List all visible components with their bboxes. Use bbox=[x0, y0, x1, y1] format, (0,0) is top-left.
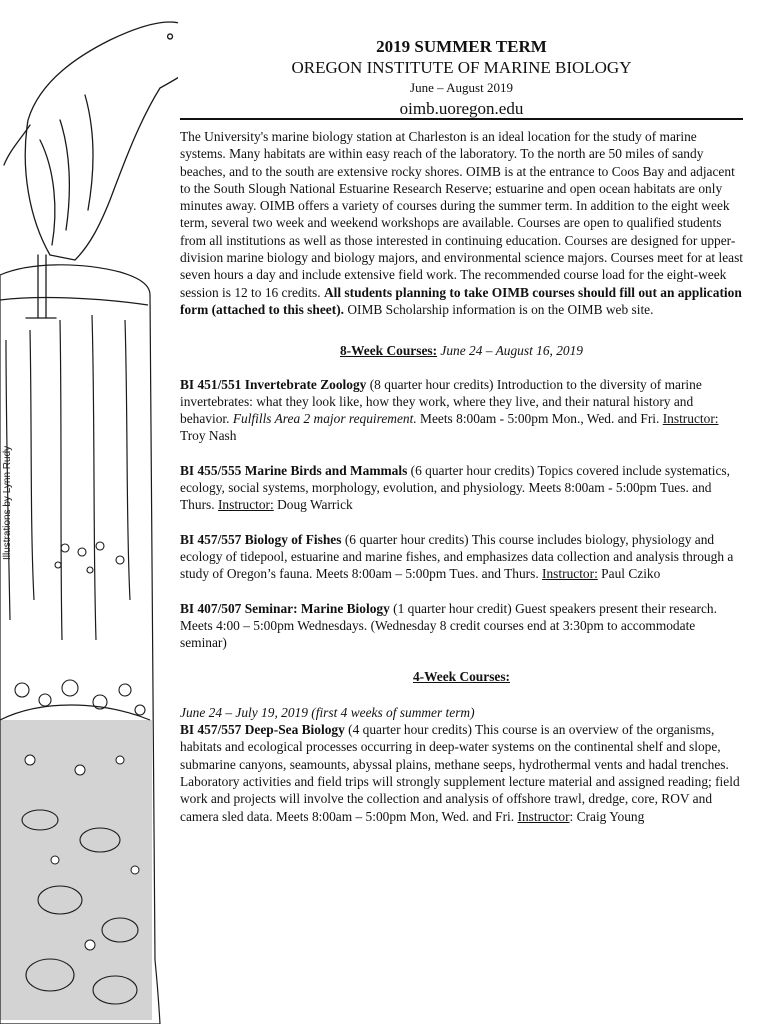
term-title: 2019 SUMMER TERM bbox=[376, 37, 547, 56]
term-dates: June – August 2019 bbox=[410, 80, 513, 95]
course-desc: (6 quarter hour credits) This course includes biology, physiology and ecology of tidepool, estuarine and marine fishes, and emphasizes data collection and analysis through a study of Oregon’s fauna. Meets 8:00am – 5:00pm Tues. and Thurs. bbox=[180, 531, 734, 582]
section-8-dates: June 24 – August 16, 2019 bbox=[440, 343, 583, 359]
course-desc: (6 quarter hour credits) Topics covered include systematics, ecology, social systems, morphology, evolution, and physiology. Meets 8:00am - 5:00pm Tues. and Thurs. bbox=[180, 462, 730, 513]
instructor-name: : Craig Young bbox=[569, 808, 645, 824]
section-heading-4-week bbox=[180, 668, 743, 685]
section-8-title: 8-Week Courses: bbox=[339, 343, 438, 359]
course-marine-birds-mammals bbox=[180, 462, 743, 514]
instructor-name: Troy Nash bbox=[180, 428, 237, 444]
intro-tail: OIMB Scholarship information is on the OIMB web site. bbox=[347, 301, 654, 317]
intro-paragraph bbox=[180, 128, 743, 318]
course-meets: Meets 4:00 – 5:00pm Wednesdays. (Wednesday 8 credit courses end at 3:30pm to accommodate seminar) bbox=[180, 617, 696, 651]
course-deep-sea-biology bbox=[180, 704, 743, 825]
gull-piling-illustration bbox=[0, 0, 178, 1024]
intro-body: The University's marine biology station at Charleston is an ideal location for the study of marine systems. Many habitats are within easy reach of the laboratory. To the north are 50 miles of sandy beaches, and to the south are extensive rocky shores. OIMB is at the entrance to Coos Bay and adjacent to the South Slough National Estuarine Research Reserve; estuarine and open ocean habitats are only minutes away. OIMB offers a variety of courses during the summer term. In addition to the eight week term, several two week and weekend workshops are available. Courses are open to qualified students from all institutions as well as those interested in continuing education. Courses are designed for upper-division marine biology and biology majors, and environmental science majors. Courses meet for at least seven hours a day and include extensive field work. The recommended course load for the eight-week session is 12 to 16 credits. bbox=[180, 129, 744, 300]
illustration-credit: Illustrations by Lynn Rudy bbox=[2, 445, 13, 560]
header-divider bbox=[180, 118, 743, 120]
section-4-title: 4-Week Courses: bbox=[412, 669, 511, 685]
instructor-label: Instructor: bbox=[662, 411, 719, 427]
course-meets: Meets 8:00am - 5:00pm Mon., Wed. and Fri. bbox=[420, 411, 660, 427]
instructor-name: Paul Cziko bbox=[601, 566, 661, 582]
course-requirement: Fulfills Area 2 major requirement. bbox=[232, 411, 417, 427]
main-content bbox=[180, 128, 743, 825]
course-biology-of-fishes bbox=[180, 531, 743, 583]
instructor-label: Instructor: bbox=[542, 566, 598, 582]
intro-application-note: All students planning to take OIMB courses should fill out an application form (attached to this sheet). bbox=[180, 284, 742, 317]
instructor-label: Instructor: bbox=[217, 497, 274, 513]
course-title: BI 455/555 Marine Birds and Mammals bbox=[180, 462, 408, 478]
institute-name: OREGON INSTITUTE OF MARINE BIOLOGY bbox=[291, 58, 632, 77]
course-desc: (1 quarter hour credit) Guest speakers present their research. bbox=[393, 600, 717, 616]
course-title: BI 457/557 Deep-Sea Biology bbox=[180, 722, 345, 738]
course-desc: (8 quarter hour credits) Introduction to the diversity of marine invertebrates: what they look like, how they work, where they live, and their natural history and behavior. bbox=[180, 376, 702, 427]
course-invertebrate-zoology bbox=[180, 376, 743, 445]
course-seminar-marine-biology bbox=[180, 600, 743, 652]
instructor-label: Instructor bbox=[517, 808, 570, 824]
header bbox=[180, 36, 743, 121]
website-link[interactable]: oimb.uoregon.edu bbox=[399, 99, 524, 118]
section-heading-8-week bbox=[180, 342, 743, 359]
course-title: BI 407/507 Seminar: Marine Biology bbox=[180, 600, 390, 616]
instructor-name: Doug Warrick bbox=[277, 497, 353, 513]
course-title: BI 451/551 Invertebrate Zoology bbox=[180, 376, 367, 392]
course-title: BI 457/557 Biology of Fishes bbox=[180, 531, 342, 547]
section-4-dates: June 24 – July 19, 2019 (first 4 weeks of summer term) bbox=[180, 704, 475, 720]
course-desc: (4 quarter hour credits) This course is an overview of the organisms, habitats and ecological processes occurring in deep-water systems on the continental shelf and slope, submarine canyons, seamounts, abyssal plains, methane seeps, hydrothermal vents and hadal trenches. Laboratory activities and field trips will strongly supplement lecture material and assigned reading; field work and projects will involve the collection and analysis of offshore trawl, dredge, core, ROV and camera sled data. Meets 8:00am – 5:00pm Mon, Wed. and Fri. bbox=[180, 722, 740, 824]
